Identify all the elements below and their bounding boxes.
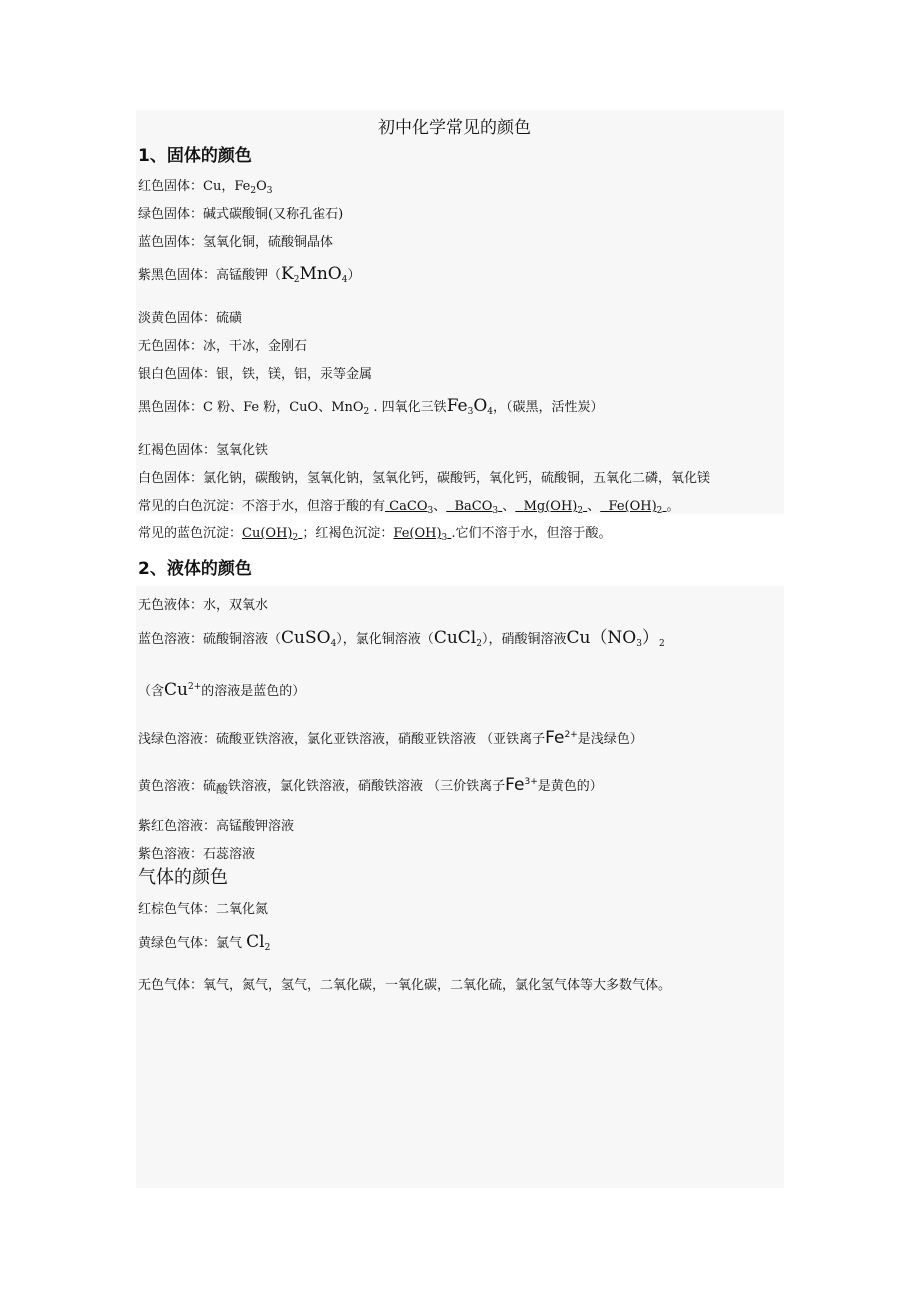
document-title: 初中化学常见的颜色 — [378, 118, 531, 138]
section-heading-solid: 1、固体的颜色 — [138, 146, 252, 166]
post: 是浅绿色） — [577, 732, 643, 747]
label: 黑色固体：C 粉、Fe 粉，CuO、MnO — [138, 400, 364, 415]
line-colorless-liquid: 无色液体：水，双氧水 — [138, 598, 269, 613]
line-light-green-solution — [138, 730, 643, 748]
page-panel-bottom — [136, 586, 784, 1188]
formula-cu: Cu — [203, 179, 222, 194]
pre: （含 — [138, 684, 165, 699]
section-heading-gas: 气体的颜色 — [138, 867, 228, 888]
formula-mgoh2: $Mg(OH)_2$ — [523, 499, 584, 516]
line-black-solid — [138, 398, 604, 416]
formula-fe2o3: $Fe_2O_3$ — [234, 179, 273, 196]
end-punct: 。 — [666, 499, 680, 514]
line-blue-precipitate — [138, 526, 612, 542]
formula-cuoh2: $Cu(OH)_2$ — [242, 526, 299, 543]
separator: ； — [302, 526, 316, 541]
formula-caco3: CaCO$_3$ — [389, 499, 434, 516]
line-purple-red-solution: 紫红色溶液：高锰酸钾溶液 — [138, 819, 295, 834]
line-white-precipitate — [138, 499, 680, 515]
line-silver-solid: 银白色固体：银，铁，镁，铝，汞等金属 — [138, 367, 373, 382]
separator: 、 — [433, 499, 447, 514]
formula-baco3: BaCO$_3$ — [454, 499, 499, 516]
line-yellow-solution — [138, 777, 603, 795]
line-blue-solution — [138, 630, 665, 648]
label: 红色固体： — [138, 179, 204, 194]
line-blue-note — [138, 682, 305, 700]
label: 蓝色溶液：硫酸铜溶液（ — [138, 632, 282, 647]
post: 是黄色的） — [537, 779, 603, 794]
line-green-solid: 绿色固体：碱式碳酸铜(又称孔雀石) — [138, 207, 344, 222]
separator: 、 — [502, 499, 516, 514]
line-red-brown-gas: 红棕色气体：二氧化氮 — [138, 902, 269, 917]
ion-fe2: $Fe^{2+}$ — [545, 728, 578, 748]
section-heading-liquid: 2、液体的颜色 — [138, 559, 252, 579]
ion-cu2: $Cu^{2+}$ — [164, 680, 202, 700]
formula-cuno32: $Cu(NO_3)_2$ — [566, 628, 665, 649]
close-paren: ） — [347, 268, 361, 283]
label: 常见的白色沉淀： — [138, 499, 243, 514]
separator: ， — [221, 179, 235, 194]
formula-feoh3: $Fe(OH)_3$ — [393, 526, 448, 543]
formula-cucl2: CuCl$_2$ — [433, 628, 482, 649]
line-yellow-green-gas — [138, 934, 270, 952]
line-purple-solution: 紫色溶液：石蕊溶液 — [138, 847, 256, 862]
label: 常见的蓝色沉淀： — [138, 526, 243, 541]
label: 黄绿色气体：氯气 — [138, 936, 247, 951]
text: 不溶于水，但溶于酸的有 — [242, 499, 386, 514]
label-red-brown: 红褐色沉淀： — [315, 526, 394, 541]
label: 浅绿色溶液：硫酸亚铁溶液，氯化亚铁溶液，硝酸亚铁溶液 （亚铁离子 — [138, 732, 546, 747]
separator: 、 — [587, 499, 601, 514]
line-pale-yellow-solid: 淡黄色固体：硫磺 — [138, 311, 243, 326]
label-2: 铁溶液，氯化铁溶液，硝酸铁溶液 （三价铁离子 — [228, 779, 506, 794]
trailing-text: ，（碳黑，活性炭） — [493, 400, 604, 415]
line-purple-black-solid — [138, 266, 361, 284]
ion-fe3: $Fe^{3+}$ — [505, 775, 538, 795]
label: 紫黑色固体：高锰酸钾（ — [138, 268, 282, 283]
line-white-solid: 白色固体：氯化钠，碳酸钠，氢氧化钠，氢氧化钙，碳酸钙，氧化钙，硫酸铜，五氧化二磷，氧化镁 — [138, 471, 711, 486]
formula-k2mno4: $K_2MnO_4$ — [281, 264, 348, 285]
line-red-solid — [138, 179, 273, 195]
formula-feoh2: $Fe(OH)_2$ — [608, 499, 663, 516]
mno2-subscript: 2 — [363, 407, 370, 417]
trailing-text: .它们不溶于水，但溶于酸。 — [451, 526, 612, 541]
line-colorless-gas: 无色气体：氧气，氮气，氢气，二氧化碳，一氧化碳，二氧化硫，氯化氢气体等大多数气体。 — [138, 978, 672, 993]
formula-fe3o4: $Fe_3O_4$ — [446, 396, 494, 417]
post: 的溶液是蓝色的） — [201, 684, 306, 699]
formula-cuso4: CuSO$_4$ — [281, 628, 337, 649]
formula-cl2: $Cl_2$ — [246, 932, 271, 953]
line-red-brown-solid: 红褐色固体：氢氧化铁 — [138, 443, 269, 458]
line-colorless-solid: 无色固体：冰，干冰，金刚石 — [138, 339, 308, 354]
subscript-char: 酸 — [216, 782, 229, 796]
middle-text-2: ），硝酸铜溶液 — [481, 632, 567, 647]
line-blue-solid: 蓝色固体：氢氧化铜，硫酸铜晶体 — [138, 235, 334, 250]
middle-text-1: ），氯化铜溶液（ — [336, 632, 434, 647]
label-1: 黄色溶液：硫 — [138, 779, 217, 794]
middle-text: . 四氧化三铁 — [369, 400, 447, 415]
